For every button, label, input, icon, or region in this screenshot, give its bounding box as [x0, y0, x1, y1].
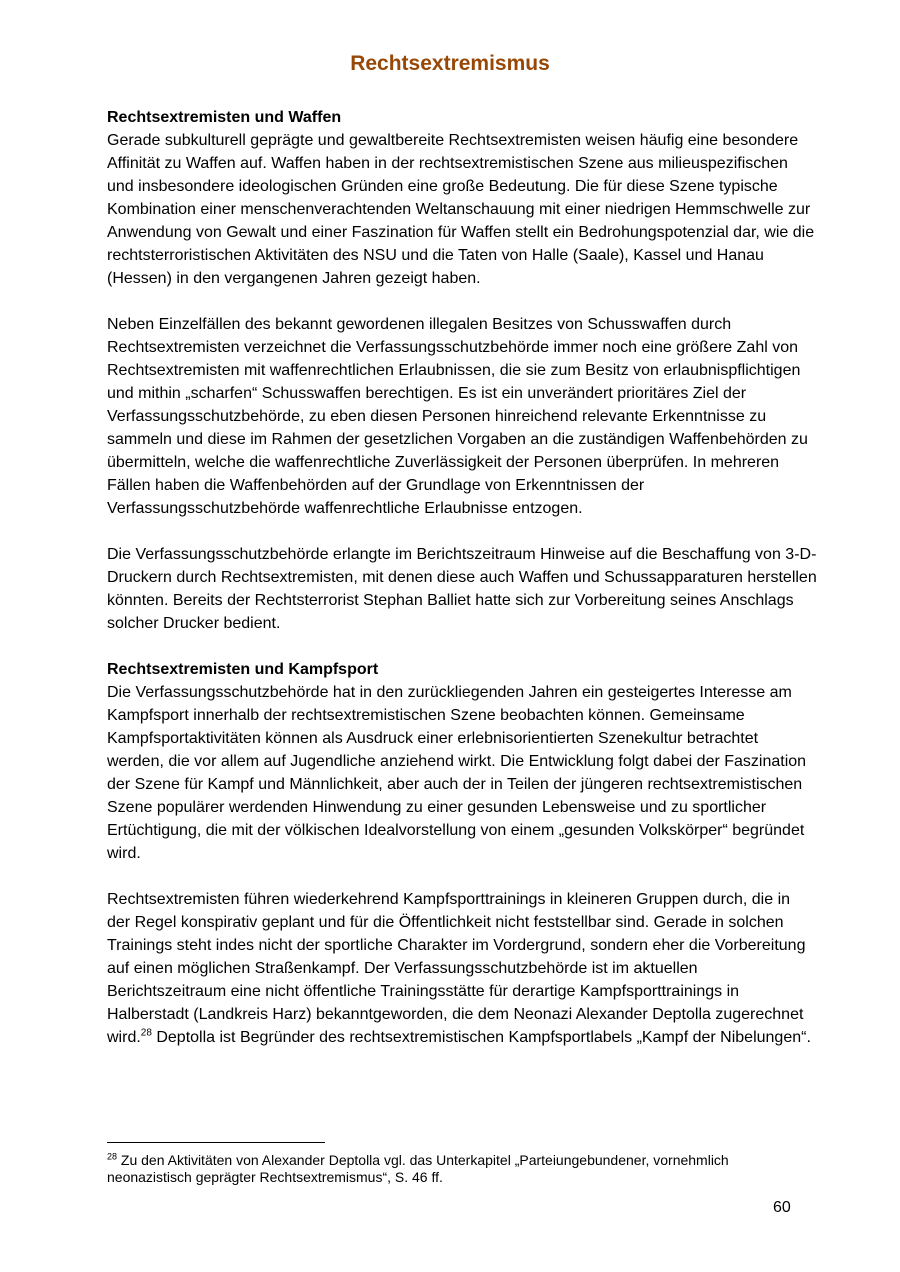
footnote-reference[interactable]: 28: [140, 1027, 152, 1039]
section-heading-waffen: Rechtsextremisten und Waffen: [107, 109, 342, 126]
page-number: 60: [773, 1199, 791, 1216]
footnote: [107, 1152, 807, 1186]
paragraph-with-footnote-ref: [107, 888, 817, 1049]
page-title: Rechtsextremismus: [350, 52, 550, 75]
page-content: [107, 106, 817, 1072]
paragraph-text: Rechtsextremisten führen wiederkehrend Kampfsporttrainings in kleineren Gruppen durch, die in der Regel konspirativ geplant und für die Öffentlichkeit nicht feststellbar sind. Gerade in solchen Trainings steht indes nicht der sportliche Charakter im Vordergrund, sondern eher die Vorbereitung auf einen möglichen Straßenkampf. Der Verfassungsschutzbehörde ist im aktuellen Berichtszeitraum eine nicht öffentliche Trainingsstätte für derartige Kampfsporttrainings in Halberstadt (Landkreis Harz) bekanntgeworden, die dem Neonazi Alexander Deptolla zugerechnet wird.: [107, 891, 806, 1046]
section-heading-kampfsport: Rechtsextremisten und Kampfsport: [107, 661, 379, 678]
footnote-divider: [107, 1142, 325, 1143]
footnote-text: Zu den Aktivitäten von Alexander Deptolla vgl. das Unterkapitel „Parteiungebundener, vornehmlich neonazistisch geprägter Rechtsextremismus“, S. 46 ff.: [107, 1152, 729, 1185]
footnote-number: 28: [107, 1151, 118, 1162]
paragraph-text: Deptolla ist Begründer des rechtsextremistischen Kampfsportlabels „Kampf der Nibelungen“.: [151, 1029, 811, 1046]
paragraph: Neben Einzelfällen des bekannt gewordenen illegalen Besitzes von Schusswaffen durch Rechtsextremisten verzeichnet die Verfassungsschutzbehörde immer noch eine größere Zahl von Rechtsextremisten mit waffenrechtlichen Erlaubnissen, die sie zum Besitz von erlaubnispflichtigen und mithin „scharfen“ Schusswaffen berechtigen. Es ist ein unverändert prioritäres Ziel der Verfassungsschutzbehörde, zu eben diesen Personen hinreichend relevante Erkenntnisse zu sammeln und diese im Rahmen der gesetzlichen Vorgaben an die zuständigen Waffenbehörden zu übermitteln, welche die waffenrechtliche Zuverlässigkeit der Personen überprüfen. In mehreren Fällen haben die Waffenbehörden auf der Grundlage von Erkenntnissen der Verfassungsschutzbehörde waffenrechtliche Erlaubnisse entzogen.: [107, 316, 808, 517]
paragraph: Die Verfassungsschutzbehörde hat in den zurückliegenden Jahren ein gesteigertes Interesse am Kampfsport innerhalb der rechtsextremistischen Szene beobachten können. Gemeinsame Kampfsportaktivitäten können als Ausdruck einer erlebnisorientierten Szenekultur betrachtet werden, die vor allem auf Jugendliche anziehend wirkt. Die Entwicklung folgt dabei der Faszination der Szene für Kampf und Männlichkeit, aber auch der in Teilen der jüngeren rechtsextremistischen Szene populärer werdenden Hinwendung zu einer gesunden Lebensweise und zu sportlicher Ertüchtigung, die mit der völkischen Idealvorstellung von einem „gesunden Volkskörper“ begründet wird.: [107, 684, 807, 862]
paragraph: Gerade subkulturell geprägte und gewaltbereite Rechtsextremisten weisen häufig eine besondere Affinität zu Waffen auf. Waffen haben in der rechtsextremistischen Szene aus milieuspezifischen und insbesondere ideologischen Gründen eine große Bedeutung. Die für diese Szene typische Kombination einer menschenverachtenden Weltanschauung mit einer niedrigen Hemmschwelle zur Anwendung von Gewalt und einer Faszination für Waffen stellt ein Bedrohungspotenzial dar, wie die rechtsterroristischen Aktivitäten des NSU und die Taten von Halle (Saale), Kassel und Hanau (Hessen) in den vergangenen Jahren gezeigt haben.: [107, 132, 815, 287]
paragraph: Die Verfassungsschutzbehörde erlangte im Berichtszeitraum Hinweise auf die Beschaffung von 3-D-Druckern durch Rechtsextremisten, mit denen diese auch Waffen und Schussapparaturen herstellen könnten. Bereits der Rechtsterrorist Stephan Balliet hatte sich zur Vorbereitung seines Anschlags solcher Drucker bedient.: [107, 546, 817, 632]
